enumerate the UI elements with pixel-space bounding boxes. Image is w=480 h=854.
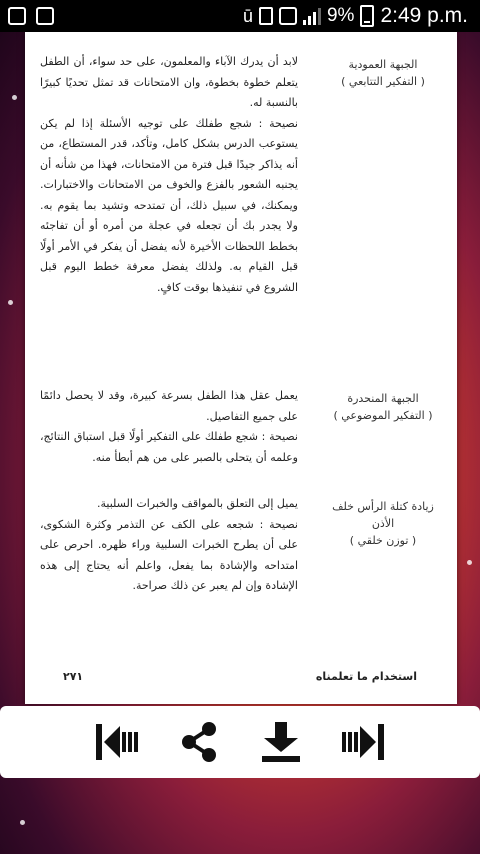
sparkle-decoration [8, 300, 13, 305]
section-topic [324, 498, 442, 549]
section-text [40, 52, 298, 298]
topic-text: زيادة كتلة الرأس خلف الأذن ( توزن خلقي ) [332, 500, 434, 547]
next-page-button[interactable] [336, 715, 390, 769]
status-bar [0, 0, 480, 32]
topic-text: الجبهة العمودية ( التفكير التتابعي ) [341, 58, 425, 88]
section-text [40, 494, 298, 597]
notification-icons [8, 7, 54, 25]
battery-percent: 9% [326, 5, 355, 26]
wifi-signal-icon [279, 7, 297, 25]
gallery-notification-icon [36, 7, 54, 25]
topic-text: الجبهة المنحدرة ( التفكير الموضوعي ) [333, 392, 433, 422]
bottom-toolbar [0, 706, 480, 778]
share-icon [179, 720, 219, 764]
footer-title: استخدام ما تعلمناه [315, 670, 417, 683]
sparkle-decoration [20, 820, 25, 825]
skip-to-start-icon [92, 720, 142, 764]
sim-icon [259, 7, 273, 25]
section-topic [324, 56, 442, 90]
book-page[interactable] [25, 32, 457, 704]
paragraph: يميل إلى التعلق بالمواقف والخبرات السلبية. نصيحة : شجعه على الكف عن التذمر وكثرة الشكوى، على أن يطرح الخبرات السلبية وراء ظهره. احرص على امتداحه والإشادة بما يفعل، واعلم أنه يحتاج إلى هذه الإشادة وإن لم يعبر عن ذلك صراحة. [40, 497, 298, 592]
share-button[interactable] [172, 715, 226, 769]
sparkle-decoration [467, 560, 472, 565]
system-icons [243, 4, 468, 28]
battery-icon [360, 5, 374, 27]
paragraph: يعمل عقل هذا الطفل بسرعة كبيرة، وقد لا يحصل دائمًا على جميع التفاصيل. نصيحة : شجع طفلك على التفكير أولًا قبل استباق النتائج، وعلمه أن يتحلى بالصبر على من هم أبطأ منه. [40, 389, 298, 464]
page-number: ٢٧١ [63, 670, 84, 683]
download-icon [258, 720, 304, 764]
bluetooth-icon: ū [242, 5, 253, 26]
section-text [40, 386, 298, 468]
paragraph: لابد أن يدرك الآباء والمعلمون، على حد سواء، أن الطفل يتعلم خطوة بخطوة، وان الامتحانات قد تمثل تحديًا كبيرًا بالنسبة له. نصيحة : شجع طفلك على توجيه الأسئلة إذا لم يكن يستوعب الدرس بشكل كامل، وتأكد، قدر المستطاع، من أنه يذاكر جيدًا قبل فترة من الامتحانات، فهذا من شأنه أن يجنبه الشعور بالفزع والخوف من الامتحانات والاختبارات. ويمكنك، في سبيل ذلك، أن تمتدحه وتشيد بما يقوم به. ولا يجدر بك أن تجعله في عجلة من أمره أو أن تفاجئه بخطط اللحظات الأخيرة لأنه يفضل أن يفكر في الأمر أولًا قبل القيام به. ولذلك يفضل معرفة خطط اليوم قبل الشروع في تنفيذها بوقت كافٍ. [40, 55, 298, 294]
clock: 2:49 p.m. [380, 4, 468, 27]
image-notification-icon [8, 7, 26, 25]
download-button[interactable] [254, 715, 308, 769]
previous-page-button[interactable] [90, 715, 144, 769]
skip-to-end-icon [338, 720, 388, 764]
cell-signal-icon [303, 7, 321, 25]
sparkle-decoration [12, 95, 17, 100]
section-topic [324, 390, 442, 424]
